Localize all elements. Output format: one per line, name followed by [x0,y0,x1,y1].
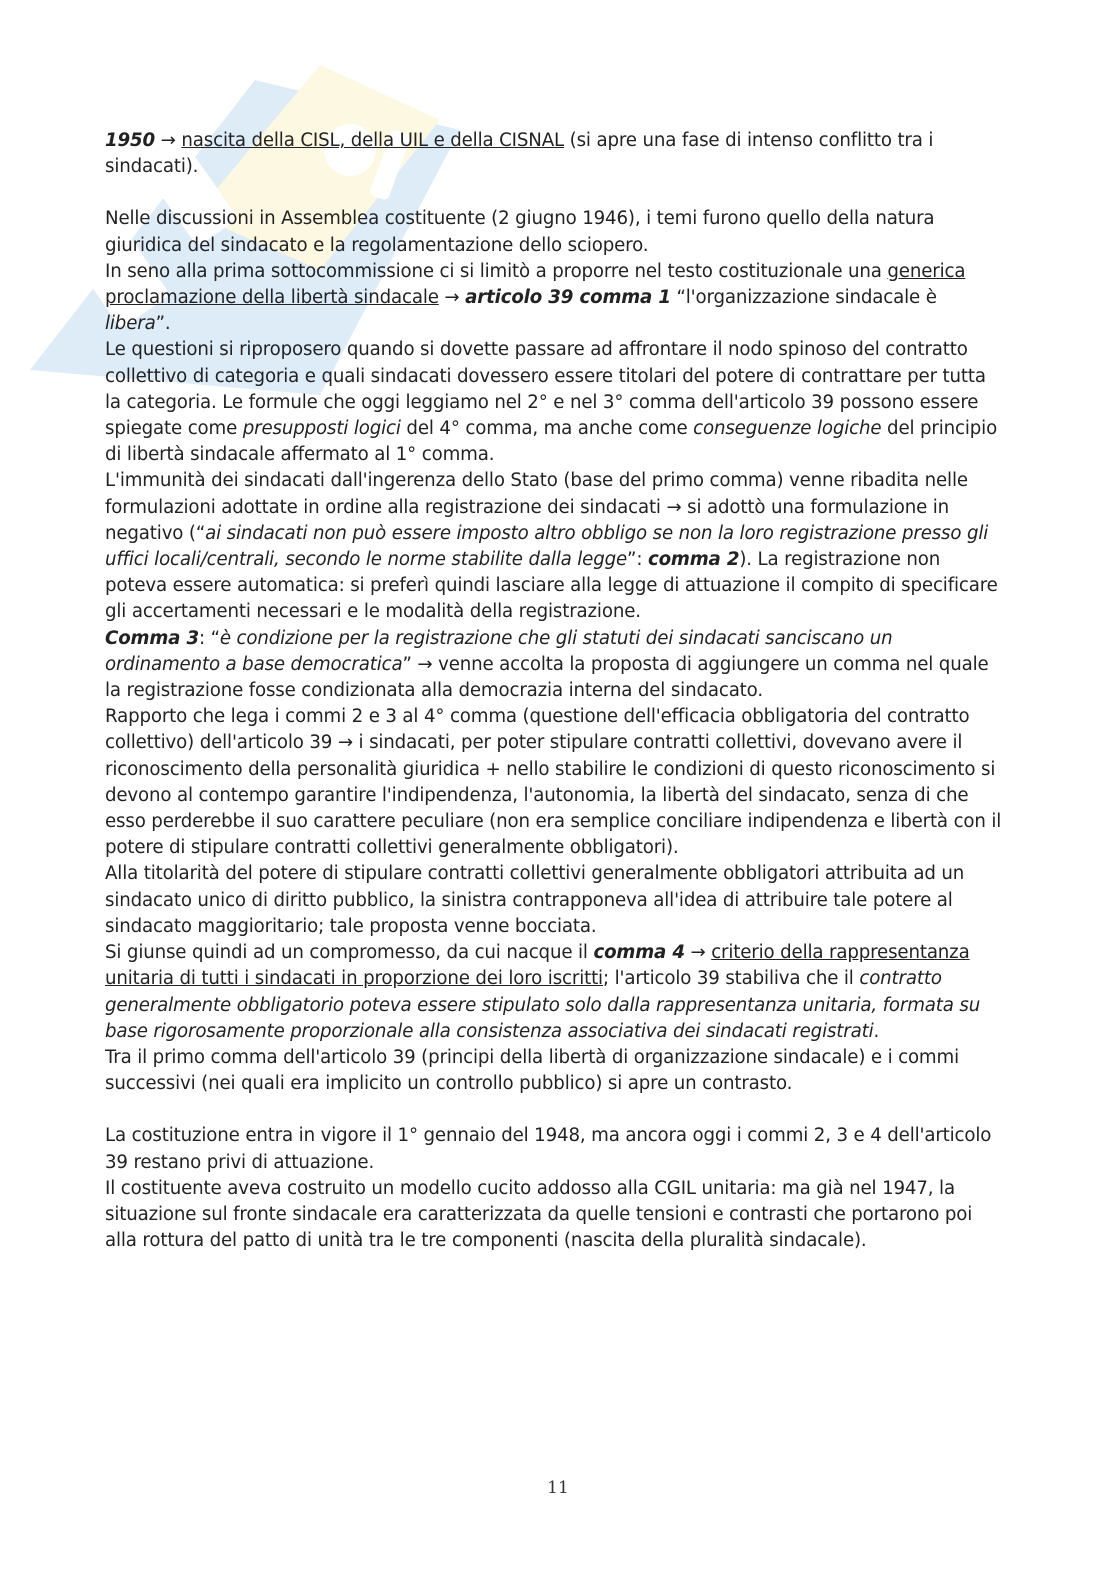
paragraph-p-questioni [105,337,1005,468]
italic-text: ai sindacati non può essere imposto altro obbligo se non la loro registrazione presso gli uffici locali/centrali, secondo le norme stabilite dalla legge [105,522,989,571]
italic-text: contratto generalmente obbligatorio poteva essere stipulato solo dalla rappresentanza unitaria, formata su base rigorosamente proporzionale alla consistenza associativa dei sindacati registrati [105,968,981,1042]
emphasis-text: comma 2 [647,549,740,571]
text-run: → [155,130,182,151]
underlined-text: nascita della CISL, della UIL e della CISNAL [181,130,565,151]
text-run: ). La registrazione non poteva essere automatica: si preferì quindi lasciare alla legge di attuazione il compito di specificare gli accertamenti necessari e le modalità della registrazione. [105,549,998,623]
emphasis-text: articolo 39 comma 1 [465,287,671,309]
text-run: ”. [155,313,171,335]
text-run: : “ [198,627,220,649]
document-body [105,128,1005,1254]
text-run: Il costituente aveva costruito un modello cucito addosso alla CGIL unitaria: ma già nel 1947, la situazione sul fronte sindacale era caratterizzata da quelle tensioni e contrasti che portarono poi alla rottura del patto di unità tra le tre componenti (nascita della pluralità sindacale). [105,1177,973,1252]
paragraph-p-immunita [105,468,1005,625]
text-run: Le questioni si riproposero quando si dovette passare ad affrontare il nodo spinoso del contratto collettivo di categoria e quali sindacati dovessero essere titolari del potere di contrattare per tutta la categoria. Le formule che oggi leggiamo nel 2° e nel 3° comma dell'articolo 39 possono essere spiegate come [105,339,986,440]
paragraph-p-rapporto [105,704,1005,861]
text-run: “l'organizzazione sindacale è [670,287,937,309]
page-number: 11 [547,1478,569,1498]
text-run: La costituzione entra in vigore il 1° gennaio del 1948, ma ancora oggi i commi 2, 3 e 4 dell'articolo 39 restano privi di attuazione. [105,1125,992,1173]
text-run: Tra il primo comma dell'articolo 39 (principi della libertà di organizzazione sindacale) e i commi successivi (nei quali era implicito un controllo pubblico) si apre un contrasto. [105,1046,959,1095]
paragraph-p-vigore [105,1123,1005,1175]
italic-text: libera [105,313,156,335]
emphasis-text: comma 4 [593,942,685,964]
text-run: In seno alla prima sottocommissione ci si limitò a proporre nel testo costituzionale una [105,260,888,282]
paragraph-p1950 [105,128,1005,180]
emphasis-text: 1950 [105,130,156,151]
text-run: ; l'articolo 39 stabiliva che il [602,968,860,990]
paragraph-p-compromesso [105,940,1005,1045]
paragraph-p-assemblea [105,206,1005,258]
paragraph-p-sottocommissione [105,259,1005,338]
paragraph-spacer [105,1097,1005,1123]
italic-text: conseguenze logiche [693,418,882,440]
text-run: Nelle discussioni in Assemblea costituente (2 giugno 1946), i temi furono quello della natura giuridica del sindacato e la regolamentazione dello sciopero. [105,208,935,256]
text-run: del 4° comma, ma anche come [400,418,694,440]
paragraph-p-comma3 [105,626,1005,705]
text-run: . [873,1020,880,1042]
text-run: Alla titolarità del potere di stipulare contratti collettivi generalmente obbligatori attribuita ad un sindacato unico di diritto pubblico, la sinistra contrapponeva all'idea di attribuire tale potere al sindacato maggioritario; tale proposta venne bocciata. [105,863,965,937]
paragraph-p-costituente [105,1176,1005,1255]
paragraph-p-contrasto [105,1045,1005,1097]
text-run: ”: [627,549,648,571]
text-run: → [438,287,466,309]
text-run: → [684,942,712,964]
italic-text: è condizione per la registrazione che gli statuti dei sindacati sanciscano un ordinamento a base democratica [105,627,893,675]
paragraph-p-titolarita [105,861,1005,940]
paragraph-spacer [105,180,1005,206]
text-run: Si giunse quindi ad un compromesso, da cui nacque il [105,942,594,964]
emphasis-text: Comma 3 [105,627,199,649]
underlined-text: criterio della rappresentanza unitaria di tutti i sindacati in proporzione dei loro iscritti [105,942,970,990]
text-run: del principio di libertà sindacale affermato al 1° comma. [105,418,998,466]
text-run: Rapporto che lega i commi 2 e 3 al 4° comma (questione dell'efficacia obbligatoria del contratto collettivo) dell'articolo 39 → i sindacati, per poter stipulare contratti collettivi, dovevano avere il riconoscimento della personalità giuridica + nello stabilire le condizioni di questo riconoscimento si devono al contempo garantire l'indipendenza, l'autonomia, la libertà del sindacato, senza di che esso perderebbe il suo carattere peculiare (non era semplice conciliare indipendenza e libertà con il potere di stipulare contratti collettivi generalmente obbligatori). [105,706,1002,859]
text-run: (si apre una fase di intenso conflitto tra i sindacati). [105,130,934,178]
underlined-text: generica proclamazione della libertà sindacale [105,260,966,309]
text-run: ” → venne accolta la proposta di aggiungere un comma nel quale la registrazione fosse condizionata alla democrazia interna del sindacato. [105,653,989,702]
text-run: L'immunità dei sindacati dall'ingerenza dello Stato (base del primo comma) venne ribadita nelle formulazioni adottate in ordine alla registrazione dei sindacati → si adottò una formulazione in negativo (“ [105,470,968,544]
italic-text: presupposti logici [242,418,401,440]
